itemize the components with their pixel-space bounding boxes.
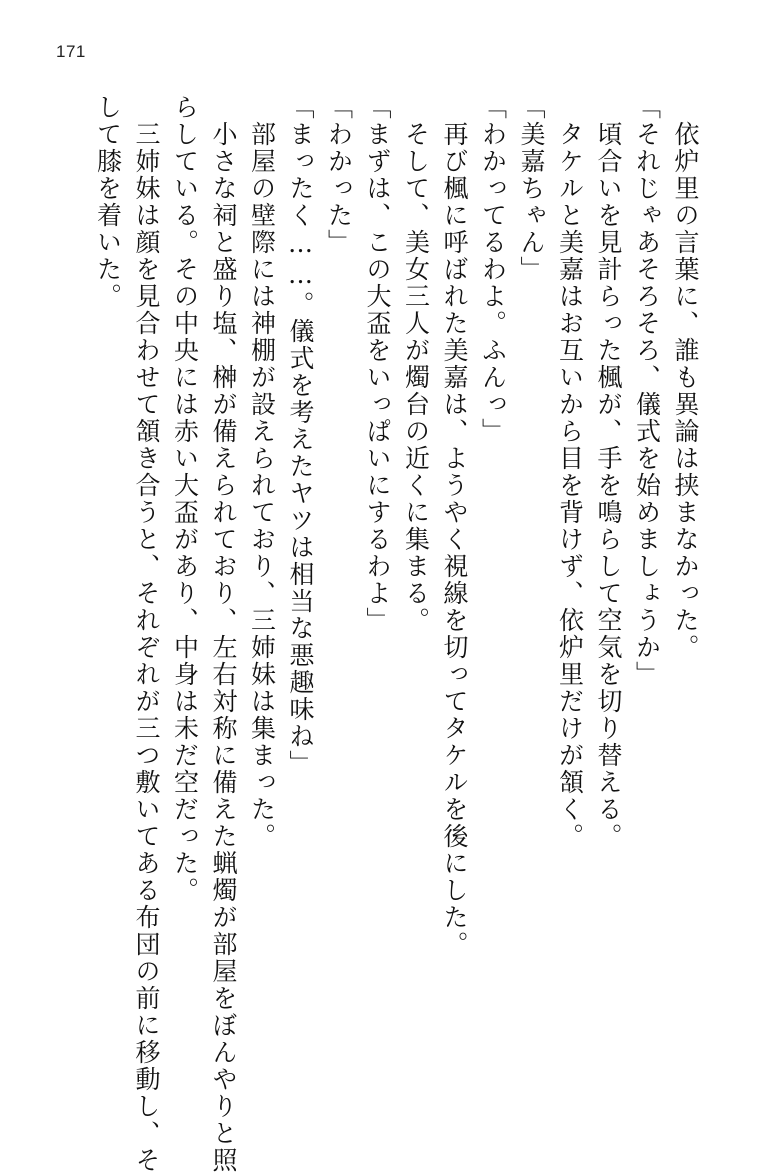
body-text [88, 94, 704, 1174]
text-line: 「それじゃあそろそろ、儀式を始めましょうか」 [632, 94, 662, 688]
text-line: 小さな祠と盛り塩、榊が備えられており、左右対称に備えた蝋燭が部屋をぼんやりと照 [209, 94, 238, 1174]
text-line: 三姉妹は顔を見合わせて頷き合うと、それぞれが三つ敷いてある布団の前に移動し、そ [132, 94, 161, 1174]
text-line: らしている。その中央には赤い大盃があり、中身は未だ空だった。 [170, 94, 200, 904]
text-line: 部屋の壁際には神棚が設えられており、三姉妹は集まった。 [247, 94, 277, 850]
text-line: 「美嘉ちゃん」 [517, 94, 546, 283]
text-line: 頃合いを見計らった楓が、手を鳴らして空気を切り替える。 [594, 94, 623, 850]
text-line: 依炉里の言葉に、誰も異論は挟まなかった。 [671, 94, 700, 661]
text-line: 「まずは、この大盃をいっぱいにするわよ」 [363, 94, 392, 634]
page-number: 171 [56, 42, 86, 61]
text-line: 「まったく……。儀式を考えたヤツは相当な悪趣味ね」 [286, 94, 315, 777]
text-line: して膝を着いた。 [93, 94, 123, 310]
text-line: 「わかってるわよ。ふんっ」 [478, 94, 508, 445]
text-line: そして、美女三人が燭台の近くに集まる。 [401, 94, 431, 634]
text-line: 再び楓に呼ばれた美嘉は、ようやく視線を切ってタケルを後にした。 [440, 94, 469, 958]
text-line: タケルと美嘉はお互いから目を背けず、依炉里だけが頷く。 [555, 94, 585, 850]
text-line: 「わかった」 [324, 94, 354, 256]
